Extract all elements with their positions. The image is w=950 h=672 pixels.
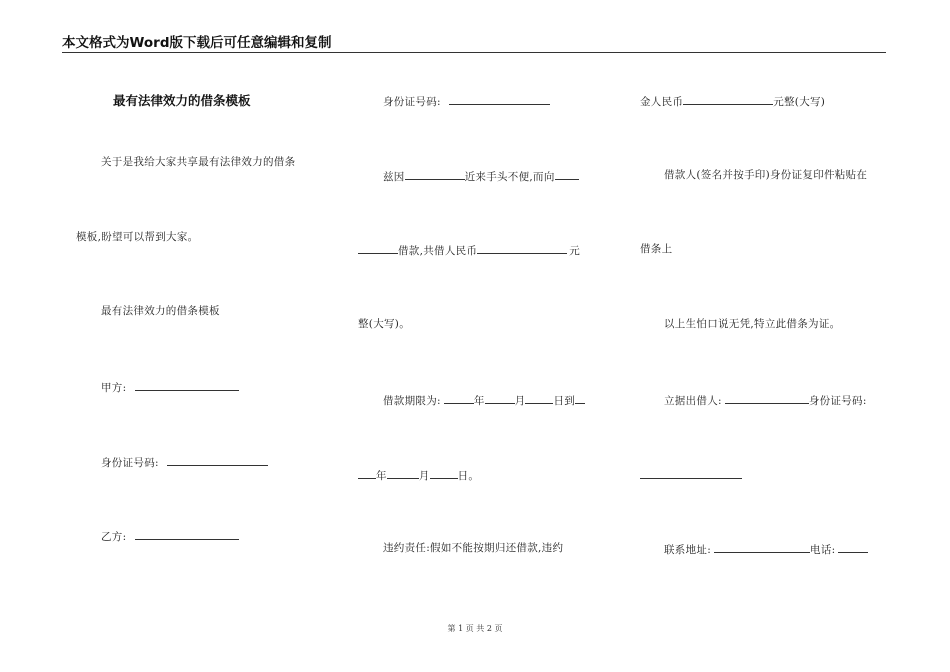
phone-label: 电话: xyxy=(810,544,836,556)
id-number-row-2 xyxy=(383,93,550,109)
lender-name-blank-2[interactable] xyxy=(358,242,398,254)
end-month-blank[interactable] xyxy=(387,467,419,479)
id-number-blank-2[interactable] xyxy=(449,93,550,105)
end-year-blank-a[interactable] xyxy=(575,392,585,404)
party-b-blank[interactable] xyxy=(135,528,239,540)
loan-term-row xyxy=(383,392,585,408)
start-month-blank[interactable] xyxy=(485,392,515,404)
end-day-label: 日。 xyxy=(457,470,480,482)
proof-statement: 以上生怕口说无凭,特立此借条为证。 xyxy=(664,318,841,330)
id-number-row xyxy=(101,454,268,470)
page-prefix: 第 xyxy=(447,624,456,633)
borrower-name-blank[interactable] xyxy=(405,168,465,180)
end-year-blank-b[interactable] xyxy=(358,467,376,479)
loan-term-end-row xyxy=(358,467,479,483)
amount-blank[interactable] xyxy=(477,242,567,254)
document-title: 最有法律效力的借条模板 xyxy=(113,93,251,108)
borrower-id-row xyxy=(640,467,742,483)
borrower-id-label: 身份证号码: xyxy=(808,395,867,407)
intro-line-2: 模板,盼望可以帮到大家。 xyxy=(76,231,199,243)
borrower-blank[interactable] xyxy=(725,392,809,404)
address-label: 联系地址: xyxy=(664,544,712,556)
amount-uppercase-row: 整(大写)。 xyxy=(358,318,410,330)
borrower-label: 立据出借人: xyxy=(664,395,722,407)
party-a-label: 甲方: xyxy=(101,382,127,394)
header-rule xyxy=(62,52,886,53)
id-number-label-2: 身份证号码: xyxy=(383,96,441,108)
borrower-id-blank[interactable] xyxy=(640,467,742,479)
end-year-label: 年 xyxy=(376,470,387,482)
party-a-blank[interactable] xyxy=(135,379,239,391)
liability-row: 违约责任:假如不能按期归还借款,违约 xyxy=(383,542,564,554)
page-mid: 页 共 xyxy=(465,624,485,633)
id-number-blank[interactable] xyxy=(167,454,268,466)
party-b-label: 乙方: xyxy=(101,531,127,543)
start-year-label: 年 xyxy=(473,395,485,407)
yuan-label: 元 xyxy=(569,245,581,257)
page-current: 1 xyxy=(458,624,464,633)
page-suffix: 页 xyxy=(494,624,503,633)
party-a-row xyxy=(101,379,239,395)
loan-term-label: 借款期限为: xyxy=(383,395,441,407)
penalty-prefix: 金人民币 xyxy=(640,96,684,108)
start-day-label: 日到 xyxy=(553,395,576,407)
end-day-blank[interactable] xyxy=(430,467,458,479)
amount-text: 借款,共借人民币 xyxy=(398,245,478,257)
penalty-amount-blank[interactable] xyxy=(683,93,773,105)
start-year-blank[interactable] xyxy=(444,392,474,404)
amount-row xyxy=(358,242,580,258)
party-b-row xyxy=(101,528,239,544)
borrower-row xyxy=(664,392,867,408)
signature-note-1: 借款人(签名并按手印)身份证复印件粘贴在 xyxy=(664,169,868,181)
reason-row xyxy=(383,168,579,184)
reason-text: 近来手头不便,而向 xyxy=(464,171,555,183)
document-header: 本文格式为Word版下载后可任意编辑和复制 xyxy=(62,35,332,51)
end-month-label: 月 xyxy=(418,470,430,482)
penalty-suffix: 元整(大写) xyxy=(773,96,826,108)
start-day-blank[interactable] xyxy=(525,392,553,404)
page-total: 2 xyxy=(486,624,492,633)
signature-note-2: 借条上 xyxy=(640,243,673,255)
penalty-amount-row xyxy=(640,93,825,109)
phone-blank[interactable] xyxy=(838,541,868,553)
id-number-label: 身份证号码: xyxy=(101,457,159,469)
address-blank[interactable] xyxy=(714,541,810,553)
start-month-label: 月 xyxy=(514,395,526,407)
reason-prefix: 兹因 xyxy=(383,171,405,183)
subtitle: 最有法律效力的借条模板 xyxy=(101,305,220,317)
contact-row xyxy=(664,541,868,557)
intro-line-1: 关于是我给大家共享最有法律效力的借条 xyxy=(101,156,296,168)
page-footer xyxy=(0,624,950,634)
lender-name-blank[interactable] xyxy=(555,168,579,180)
